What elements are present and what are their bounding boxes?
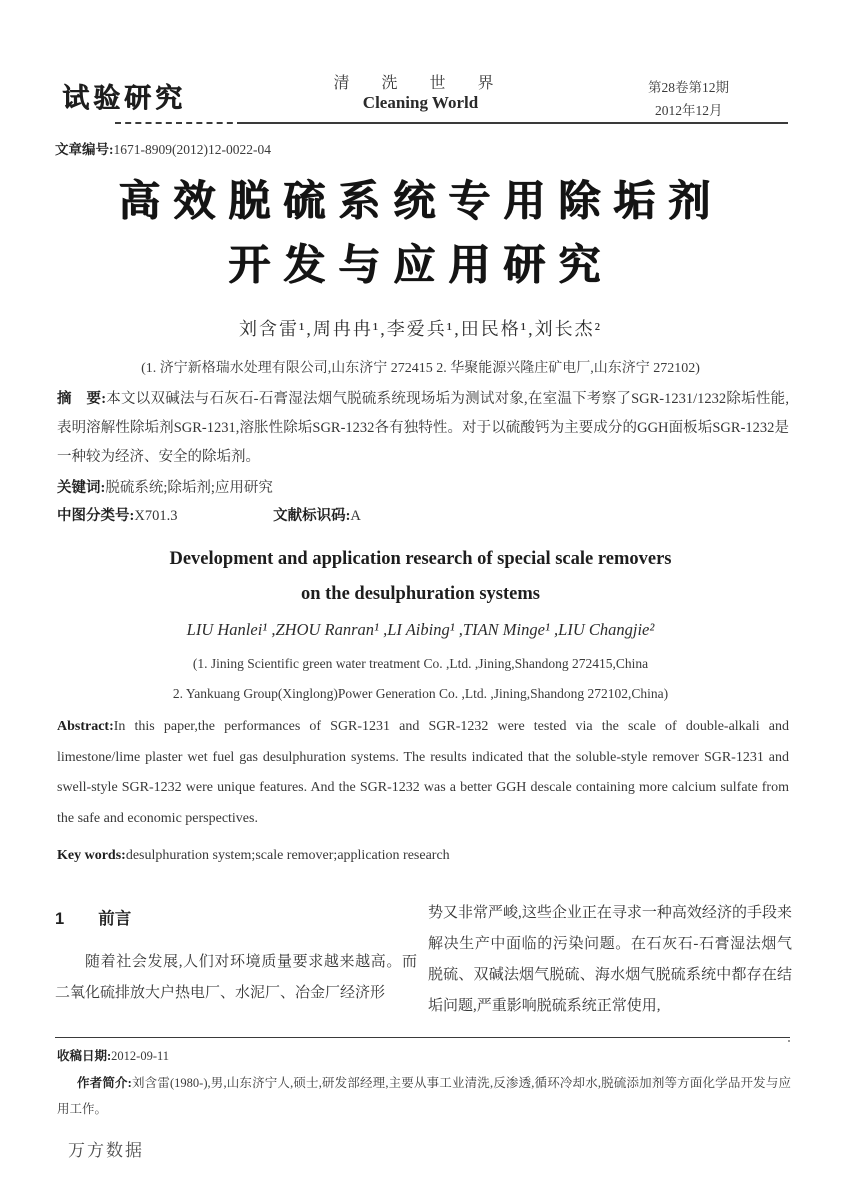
abstract-english [57,712,789,834]
section-1-number: 1 [55,910,65,928]
document-code [273,508,361,524]
scan-noise-dot [788,1040,790,1042]
journal-title-english: Cleaning World [362,93,479,112]
clc-label: 中图分类号: [57,508,135,524]
header-rule-dashed [115,122,243,124]
classification-line [57,504,361,525]
paper-title-en-line1: Development and application research of special scale removers [169,549,672,569]
doc-code-value: A [350,508,361,524]
received-date-value: 2012-09-11 [111,1049,170,1063]
keywords-en-text: desulphuration system;scale remover;application research [125,848,450,863]
article-number-line [55,138,271,158]
section-1-title: 前言 [98,910,132,928]
author-bio-label: 作者简介: [77,1076,132,1090]
header-rule [243,122,788,124]
abstract-cn-label: 摘 要: [57,391,107,407]
keywords-english-line [57,848,450,864]
keywords-en-label: Key words: [57,848,126,863]
affiliation-chinese: (1. 济宁新格瑞水处理有限公司,山东济宁 272415 2. 华聚能源兴隆庄矿电厂,山东济宁 272102) [141,361,700,376]
body-column-right [428,898,792,1022]
keywords-cn-label: 关键词: [57,480,106,496]
abstract-en-label: Abstract: [57,719,114,734]
authors-chinese: 刘含雷¹,周冉冉¹,李爱兵¹,田民格¹,刘长杰² [239,319,602,339]
footer-rule [55,1037,790,1038]
volume-issue: 第28卷第12期 [648,80,729,95]
keywords-chinese-line [57,476,273,497]
journal-title-chinese: 清 洗 世 界 [333,75,508,92]
received-date-label: 收稿日期: [57,1049,112,1063]
wanfang-data-watermark: 万方数据 [68,1141,144,1160]
doc-code-label: 文献标识码: [273,508,351,524]
body-column-left [55,905,417,1009]
paper-title-cn-line1: 高效脱硫系统专用除垢剂 [117,177,723,224]
abstract-en-text: In this paper,the performances of SGR-1231 and SGR-1232 were tested via the scale of double-alkali and limestone/lime plaster wet fuel gas desulphuration systems. The results indicated that the soluble-style remover SGR-1231 and swell-style SGR-1232 were unique features. And the SGR-1232 was a better GGH descale containing more calcium sulfate from the safe and economic perspectives. [57,719,789,826]
issue-date: 2012年12月 [655,103,723,118]
clc-code: X701.3 [134,508,178,524]
keywords-cn-text: 脱硫系统;除垢剂;应用研究 [105,480,273,496]
journal-section-logo: 试验研究 [62,83,186,113]
article-number-value: 1671-8909(2012)12-0022-04 [113,142,271,157]
author-bio-text: 刘含雷(1980-),男,山东济宁人,硕士,研发部经理,主要从事工业清洗,反渗透,循环冷却水,脱硫添加剂等方面化学品开发与应用工作。 [57,1076,791,1116]
abstract-chinese [57,385,789,472]
authors-english: LIU Hanlei¹ ,ZHOU Ranran¹ ,LI Aibing¹ ,TIAN Minge¹ ,LIU Changjie² [186,620,655,639]
body-paragraph-right: 势又非常严峻,这些企业正在寻求一种高效经济的手段来解决生产中面临的污染问题。在石灰石-石膏湿法烟气脱硫、双碱法烟气脱硫、海水烟气脱硫系统中都存在结垢问题,严重影响脱硫系统正常使用, [428,905,792,1014]
paper-title-cn-line2: 开发与应用研究 [227,241,613,288]
abstract-cn-text: 本文以双碱法与石灰石-石膏湿法烟气脱硫系统现场垢为测试对象,在室温下考察了SGR-1231/1232除垢性能,表明溶解性除垢剂SGR-1231,溶胀性除垢SGR-1232各有独特性。对于以硫酸钙为主要成分的GGH面板垢SGR-1232是一种较为经济、安全的除垢剂。 [57,391,789,465]
author-bio [57,1070,791,1122]
paper-title-en-line2: on the desulphuration systems [300,584,540,604]
body-paragraph-left: 随着社会发展,人们对环境质量要求越来越高。而二氧化硫排放大户热电厂、水泥厂、冶金厂经济形 [55,954,417,1001]
affiliation-english-line2: 2. Yankuang Group(Xinglong)Power Generation Co. ,Ltd. ,Jining,Shandong 272102,China) [172,686,669,701]
received-date-line [57,1046,169,1064]
clc-number [57,508,177,524]
article-number-label: 文章编号: [55,142,114,157]
section-1-heading [55,905,417,929]
affiliation-english-line1: (1. Jining Scientific green water treatment Co. ,Ltd. ,Jining,Shandong 272415,China [192,656,649,671]
